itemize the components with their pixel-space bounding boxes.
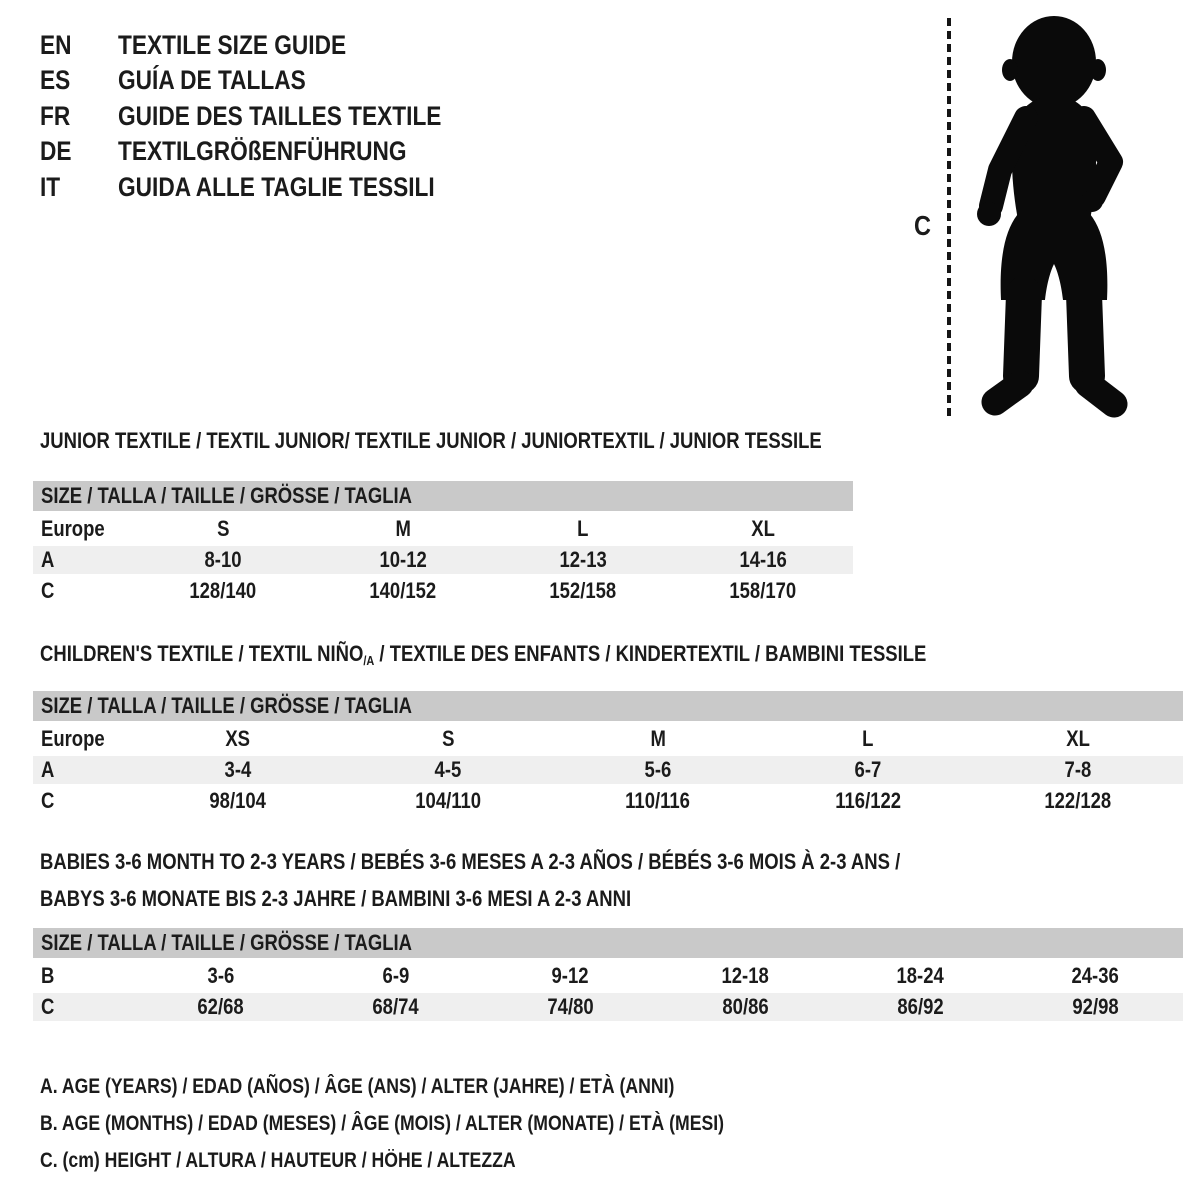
age-cell: 5-6 xyxy=(644,757,672,782)
section-heading-junior: JUNIOR TEXTILE / TEXTIL JUNIOR/ TEXTILE JUNIOR / JUNIORTEXTIL / JUNIOR TESSILE xyxy=(40,428,822,453)
table-row-months xyxy=(33,962,1183,990)
table-row-height xyxy=(33,787,1183,815)
language-code: FR xyxy=(40,100,71,131)
row-label: A xyxy=(41,757,55,782)
height-cell: 104/110 xyxy=(415,788,481,813)
height-cell: 140/152 xyxy=(369,578,437,603)
table-row-europe xyxy=(33,725,1183,753)
age-cell: 12-13 xyxy=(559,547,607,572)
size-header-band: SIZE / TALLA / TAILLE / GRÖSSE / TAGLIA xyxy=(33,691,1183,721)
height-cell: 68/74 xyxy=(372,994,419,1019)
language-header xyxy=(40,28,503,205)
height-cell: 122/128 xyxy=(1044,788,1112,813)
table-row-europe xyxy=(33,515,853,543)
age-cell: 8-10 xyxy=(204,547,242,572)
height-cell: 74/80 xyxy=(547,994,594,1019)
height-cell: 110/116 xyxy=(625,788,691,813)
months-cell: 6-9 xyxy=(382,963,409,988)
height-cell: 62/68 xyxy=(197,994,244,1019)
row-label: C xyxy=(41,994,55,1019)
guide-title: TEXTILGRÖßENFÜHRUNG xyxy=(118,136,407,167)
legend-line-age-months: B. AGE (MONTHS) / EDAD (MESES) / ÂGE (MOIS) / ALTER (MONATE) / ETÀ (MESI) xyxy=(40,1112,725,1135)
months-cell: 3-6 xyxy=(207,963,234,988)
height-measure-dashed-line xyxy=(947,18,951,416)
table-row-height xyxy=(33,993,1183,1021)
toddler-silhouette xyxy=(962,12,1142,424)
language-code: EN xyxy=(40,30,72,60)
table-row-age xyxy=(33,546,853,574)
months-cell: 18-24 xyxy=(896,963,945,988)
row-label: Europe xyxy=(41,516,105,541)
section-heading-children: CHILDREN'S TEXTILE / TEXTIL NIÑO/A / TEXTILE DES ENFANTS / KINDERTEXTIL / BAMBINI TESSILE xyxy=(40,641,927,668)
height-cell: 92/98 xyxy=(1072,994,1119,1019)
age-cell: 6-7 xyxy=(854,757,882,782)
table-row-height xyxy=(33,577,853,605)
size-cell: S xyxy=(441,726,455,751)
height-cell: 98/104 xyxy=(209,788,267,813)
legend-line-height-cm: C. (cm) HEIGHT / ALTURA / HAUTEUR / HÖHE / ALTEZZA xyxy=(40,1149,516,1172)
row-label: C xyxy=(41,578,55,603)
guide-title: GUIDE DES TAILLES TEXTILE xyxy=(118,100,442,131)
height-cell: 152/158 xyxy=(549,578,617,603)
size-cell: M xyxy=(650,726,666,751)
guide-title: TEXTILE SIZE GUIDE xyxy=(118,30,347,60)
size-table-junior xyxy=(33,481,853,605)
section-heading-babies-line2: BABYS 3-6 MONATE BIS 2-3 JAHRE / BAMBINI 3-6 MESI A 2-3 ANNI xyxy=(40,886,632,911)
guide-title: GUÍA DE TALLAS xyxy=(118,65,306,96)
months-cell: 24-36 xyxy=(1071,963,1120,988)
language-code: IT xyxy=(40,171,61,202)
row-label: Europe xyxy=(41,726,105,751)
height-cell: 128/140 xyxy=(189,578,257,603)
legend-line-age-years: A. AGE (YEARS) / EDAD (AÑOS) / ÂGE (ANS) / ALTER (JAHRE) / ETÀ (ANNI) xyxy=(40,1075,675,1098)
age-cell: 10-12 xyxy=(379,547,427,572)
row-label: C xyxy=(41,788,55,813)
size-header-band: SIZE / TALLA / TAILLE / GRÖSSE / TAGLIA xyxy=(33,928,1183,958)
nino-a-subscript: /A xyxy=(363,653,375,668)
size-cell: L xyxy=(577,516,589,541)
height-cell: 80/86 xyxy=(722,994,769,1019)
months-cell: 12-18 xyxy=(721,963,770,988)
size-cell: L xyxy=(862,726,874,751)
age-cell: 14-16 xyxy=(739,547,787,572)
size-header-band: SIZE / TALLA / TAILLE / GRÖSSE / TAGLIA xyxy=(33,481,853,511)
size-cell: S xyxy=(216,516,230,541)
height-cell: 158/170 xyxy=(729,578,797,603)
legend xyxy=(40,1068,854,1179)
guide-title: GUIDA ALLE TAGLIE TESSILI xyxy=(118,171,435,202)
size-cell: M xyxy=(395,516,411,541)
table-row-age xyxy=(33,756,1183,784)
age-cell: 3-4 xyxy=(224,757,252,782)
measure-label-c: C xyxy=(914,210,931,241)
months-cell: 9-12 xyxy=(551,963,589,988)
row-label: A xyxy=(41,547,55,572)
size-cell: XL xyxy=(751,516,775,541)
section-heading-babies-line1: BABIES 3-6 MONTH TO 2-3 YEARS / BEBÉS 3-6 MESES A 2-3 AÑOS / BÉBÉS 3-6 MOIS À 2-3 ANS / xyxy=(40,849,901,874)
language-code: ES xyxy=(40,65,71,96)
row-label: B xyxy=(41,963,55,988)
height-cell: 86/92 xyxy=(897,994,944,1019)
size-table-children xyxy=(33,691,1183,815)
age-cell: 4-5 xyxy=(434,757,462,782)
age-cell: 7-8 xyxy=(1064,757,1092,782)
language-code: DE xyxy=(40,136,72,167)
size-cell: XS xyxy=(225,726,251,751)
size-cell: XL xyxy=(1066,726,1090,751)
size-table-babies xyxy=(33,928,1183,1021)
height-cell: 116/122 xyxy=(835,788,901,813)
